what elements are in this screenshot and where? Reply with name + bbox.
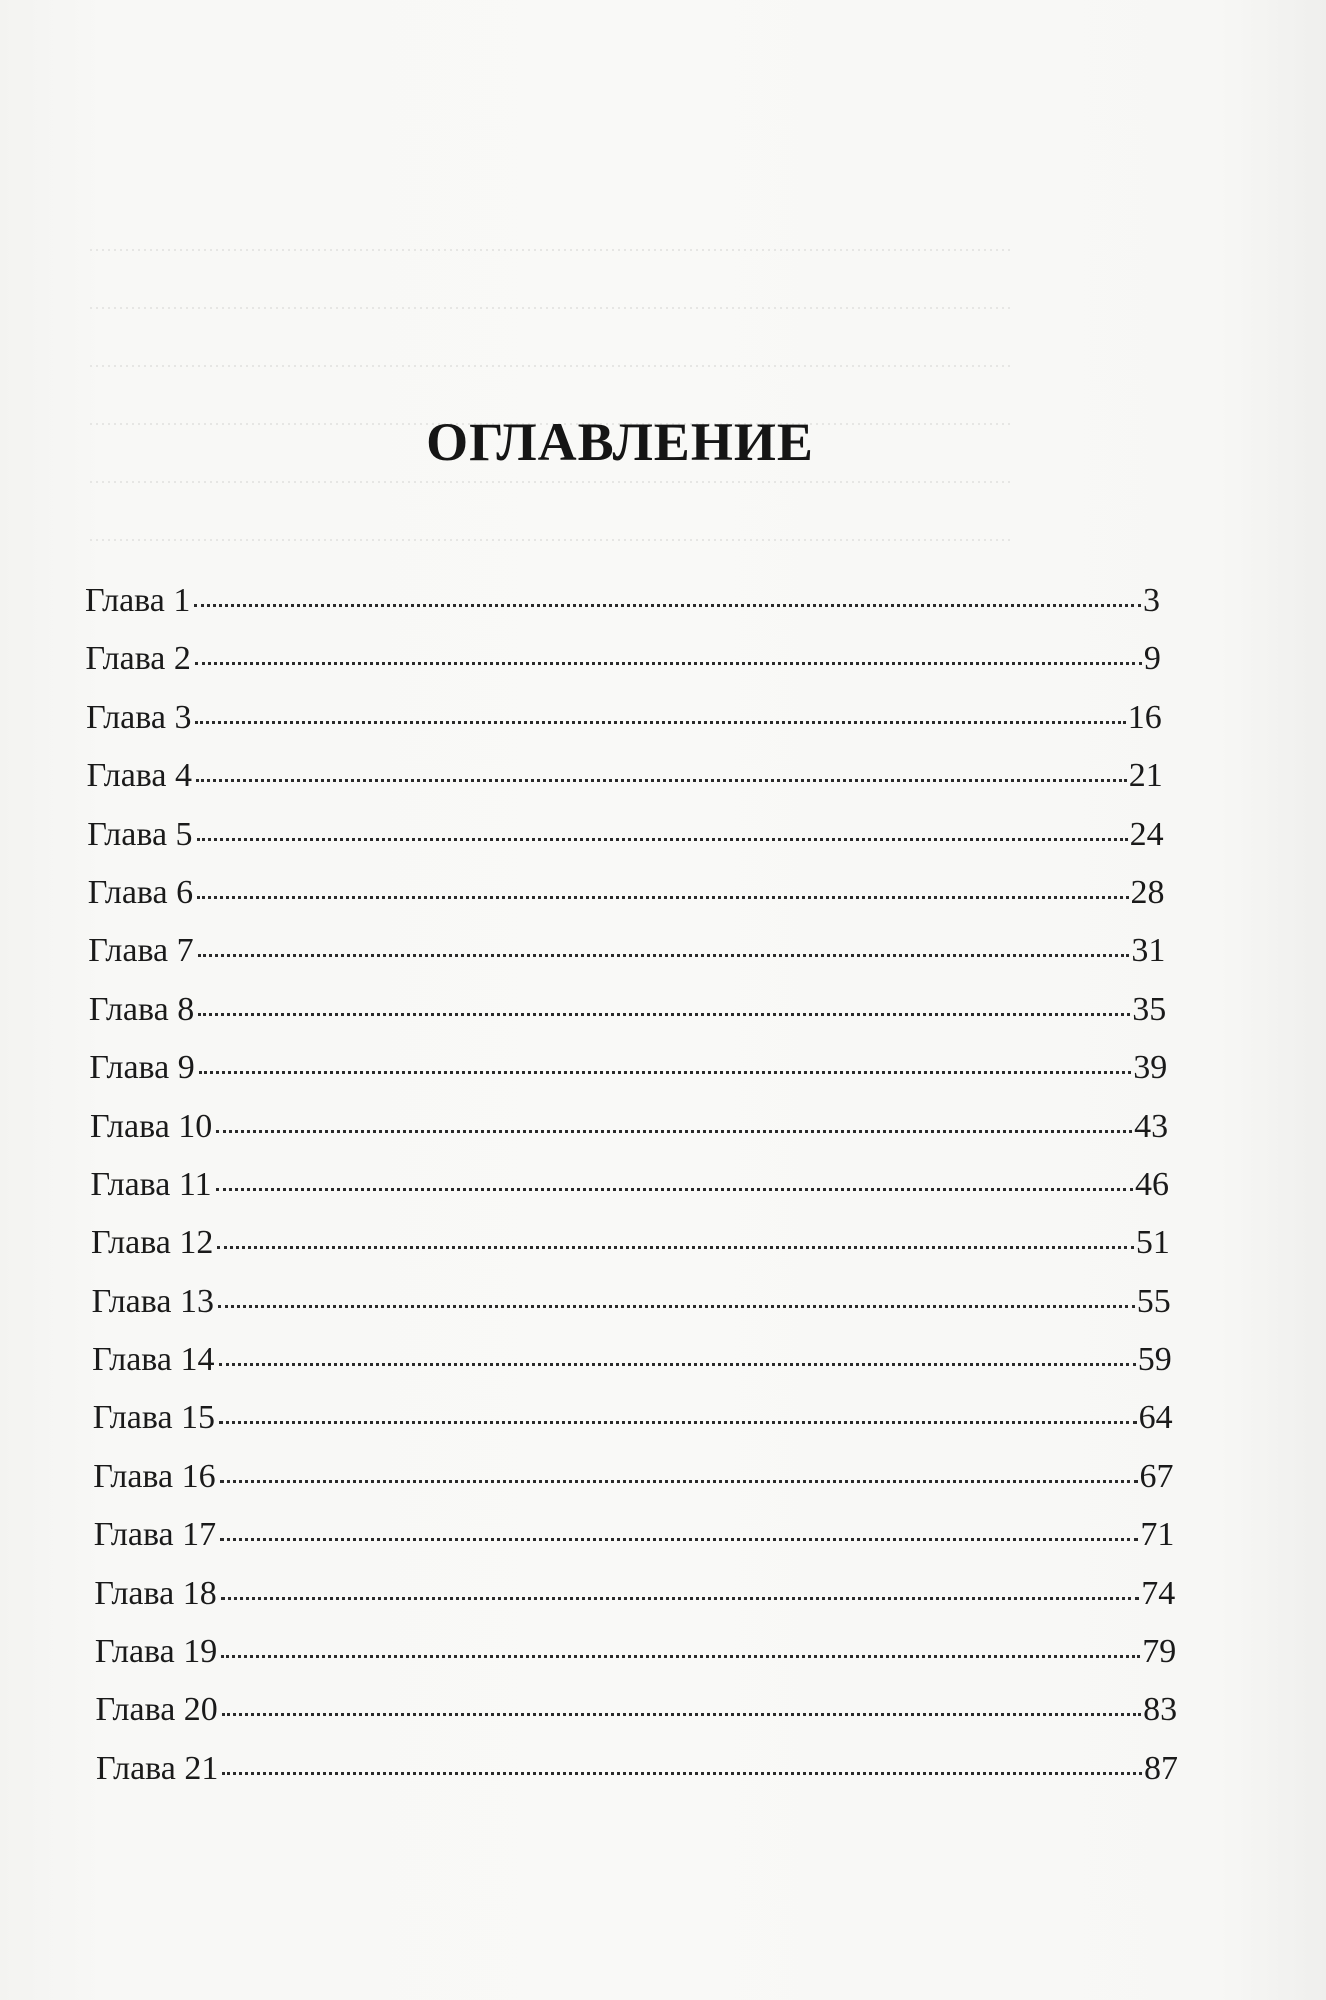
- toc-entry-label: Глава 14: [92, 1341, 215, 1379]
- toc-entry-label: Глава 4: [86, 757, 192, 795]
- toc-entry: [86, 689, 1162, 747]
- toc-entry: [94, 1506, 1175, 1564]
- dot-leader: [197, 811, 1128, 845]
- dot-leader: [221, 1570, 1140, 1604]
- toc-entry-page-number: 79: [1142, 1633, 1177, 1671]
- toc-entry-page-number: 55: [1136, 1282, 1171, 1320]
- toc-entry-page-number: 3: [1143, 582, 1160, 619]
- toc-entry-label: Глава 1: [85, 582, 191, 619]
- toc-entry: [91, 1156, 1170, 1214]
- dot-leader: [216, 1103, 1132, 1137]
- toc-entry-label: Глава 8: [88, 990, 195, 1028]
- toc-entry-page-number: 74: [1141, 1574, 1176, 1612]
- toc-entry-page-number: 31: [1131, 932, 1166, 970]
- dot-leader: [198, 986, 1130, 1020]
- toc-entry: [93, 1389, 1173, 1447]
- toc-entry-page-number: 39: [1133, 1049, 1168, 1087]
- dot-leader: [220, 1511, 1138, 1545]
- toc-entry-label: Глава 11: [90, 1165, 212, 1203]
- toc-entry-label: Глава 18: [94, 1574, 217, 1612]
- dot-leader: [198, 927, 1130, 961]
- toc-entry-label: Глава 17: [93, 1516, 217, 1554]
- dot-leader: [195, 694, 1125, 728]
- toc-entry-label: Глава 16: [93, 1457, 216, 1495]
- dot-leader: [220, 1453, 1138, 1487]
- toc-entry-page-number: 64: [1138, 1399, 1173, 1437]
- toc-entry-page-number: 9: [1143, 640, 1161, 678]
- toc-entry: [88, 922, 1165, 980]
- toc-entry-page-number: 16: [1127, 698, 1162, 736]
- toc-entry-label: Глава 2: [85, 640, 191, 678]
- toc-entry: [91, 1214, 1170, 1272]
- toc-entry-label: Глава 9: [89, 1049, 195, 1087]
- toc-entry: [95, 1623, 1176, 1681]
- toc-entry-page-number: 46: [1135, 1165, 1169, 1203]
- toc-entry: [93, 1448, 1173, 1506]
- dot-leader: [196, 752, 1127, 786]
- toc-entry-label: Глава 7: [88, 932, 194, 970]
- toc-entry-label: Глава 5: [87, 815, 193, 853]
- toc-entry: [87, 747, 1163, 805]
- toc-entry-page-number: 51: [1135, 1224, 1170, 1262]
- toc-entry: [96, 1740, 1178, 1798]
- dot-leader: [218, 1278, 1135, 1312]
- toc-entry-page-number: 71: [1140, 1516, 1175, 1554]
- toc-entry-label: Глава 15: [92, 1399, 216, 1437]
- toc-entry-label: Глава 21: [96, 1749, 219, 1787]
- toc-entry-page-number: 87: [1144, 1749, 1178, 1787]
- toc-entry-page-number: 67: [1139, 1457, 1174, 1495]
- toc-entry: [89, 1039, 1167, 1097]
- dot-leader: [217, 1219, 1133, 1253]
- toc-entry-label: Глава 3: [86, 698, 192, 736]
- toc-entry-page-number: 83: [1143, 1691, 1178, 1729]
- toc-entry: [88, 864, 1165, 922]
- toc-entry: [86, 630, 1161, 688]
- dot-leader: [219, 1336, 1136, 1370]
- toc-entry-label: Глава 13: [91, 1282, 214, 1320]
- toc-entry: [92, 1273, 1171, 1331]
- toc-entry: [94, 1565, 1175, 1623]
- dot-leader: [222, 1686, 1141, 1720]
- dot-leader: [197, 869, 1128, 903]
- toc-entry: [89, 981, 1166, 1039]
- dot-leader: [222, 1745, 1142, 1779]
- toc-entry: [90, 1098, 1168, 1156]
- toc-entry-page-number: 28: [1130, 873, 1165, 911]
- dot-leader: [199, 1044, 1131, 1078]
- toc-entry-label: Глава 12: [91, 1224, 214, 1262]
- toc-entry-label: Глава 19: [94, 1633, 218, 1671]
- dot-leader: [195, 635, 1142, 669]
- toc-entry: [92, 1331, 1172, 1389]
- toc-entry-label: Глава 10: [89, 1107, 213, 1145]
- toc-entry-page-number: 43: [1134, 1107, 1169, 1145]
- toc-entry-page-number: 24: [1129, 815, 1164, 853]
- toc-entry-label: Глава 6: [87, 873, 194, 911]
- dot-leader: [194, 577, 1141, 611]
- toc-entry: [87, 806, 1163, 864]
- toc-entry-label: Глава 20: [95, 1691, 218, 1729]
- toc-entry-page-number: 35: [1132, 990, 1167, 1028]
- toc-entry-page-number: 21: [1128, 757, 1163, 795]
- toc-entry: [95, 1681, 1177, 1739]
- toc-entry-page-number: 59: [1137, 1341, 1172, 1379]
- page-title: ОГЛАВЛЕНИЕ: [426, 412, 814, 473]
- dot-leader: [216, 1161, 1133, 1195]
- table-of-contents: [85, 572, 1178, 1798]
- dot-leader: [219, 1394, 1137, 1428]
- toc-entry: [85, 572, 1160, 630]
- dot-leader: [221, 1628, 1140, 1662]
